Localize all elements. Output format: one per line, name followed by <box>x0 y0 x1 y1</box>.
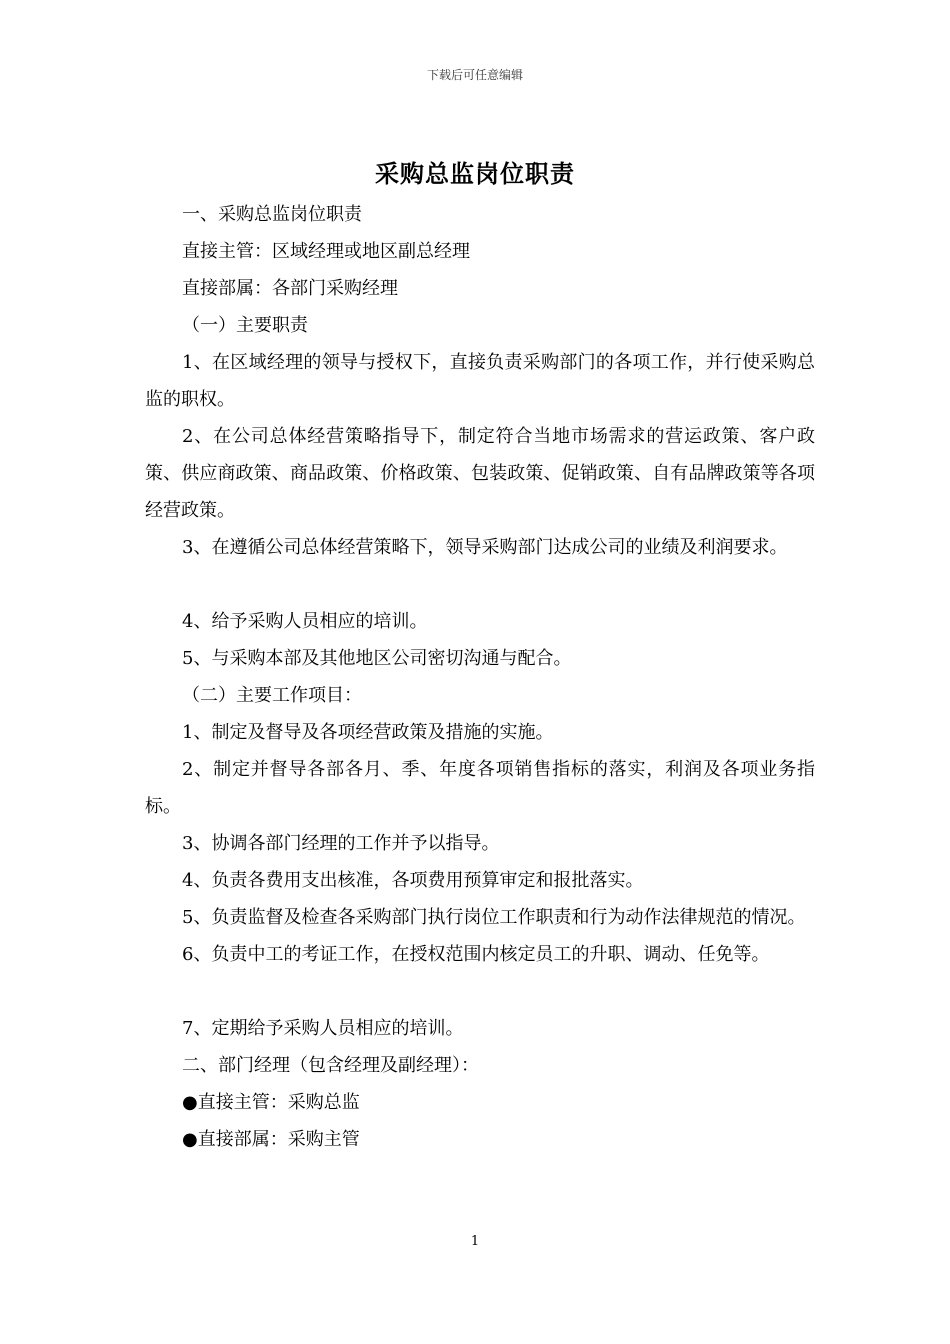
paragraph: 直接主管：区域经理或地区副总经理 <box>182 241 470 262</box>
page-number: 1 <box>470 1234 480 1249</box>
paragraph: （二）主要工作项目： <box>182 685 362 706</box>
paragraph: 一、采购总监岗位职责 <box>182 204 362 225</box>
paragraph: 4、给予采购人员相应的培训。 <box>182 611 428 632</box>
paragraph: 1、制定及督导及各项经营政策及措施的实施。 <box>182 722 554 743</box>
paragraph: 2、在公司总体经营策略指导下，制定符合当地市场需求的营运政策、客户政策、供应商政策、商品政策、价格政策、包装政策、促销政策、自有品牌政策等各项经营政策。 <box>145 426 815 521</box>
paragraph: 3、协调各部门经理的工作并予以指导。 <box>182 833 500 854</box>
header-note: 下载后可任意编辑 <box>426 68 523 82</box>
paragraph: 1、在区域经理的领导与授权下，直接负责采购部门的各项工作，并行使采购总监的职权。 <box>145 352 815 410</box>
blank-line <box>145 566 815 603</box>
paragraph: 3、在遵循公司总体经营策略下，领导采购部门达成公司的业绩及利润要求。 <box>182 537 788 558</box>
paragraph: 二、部门经理（包含经理及副经理）： <box>182 1055 479 1076</box>
paragraph: ●直接部属：采购主管 <box>182 1129 360 1150</box>
paragraph: （一）主要职责 <box>182 315 308 336</box>
paragraph: 4、负责各费用支出核准，各项费用预算审定和报批落实。 <box>182 870 644 891</box>
paragraph: 6、负责中工的考证工作，在授权范围内核定员工的升职、调动、任免等。 <box>182 944 770 965</box>
blank-line <box>145 973 815 1010</box>
paragraph: 2、制定并督导各部各月、季、年度各项销售指标的落实，利润及各项业务指标。 <box>145 759 815 817</box>
page-title: 采购总监岗位职责 <box>375 159 575 188</box>
paragraph: 5、负责监督及检查各采购部门执行岗位工作职责和行为动作法律规范的情况。 <box>182 907 806 928</box>
paragraph: ●直接主管：采购总监 <box>182 1092 360 1113</box>
paragraph: 直接部属：各部门采购经理 <box>182 278 398 299</box>
paragraph: 7、定期给予采购人员相应的培训。 <box>182 1018 464 1039</box>
paragraph: 5、与采购本部及其他地区公司密切沟通与配合。 <box>182 648 572 669</box>
document-body <box>145 196 815 1158</box>
